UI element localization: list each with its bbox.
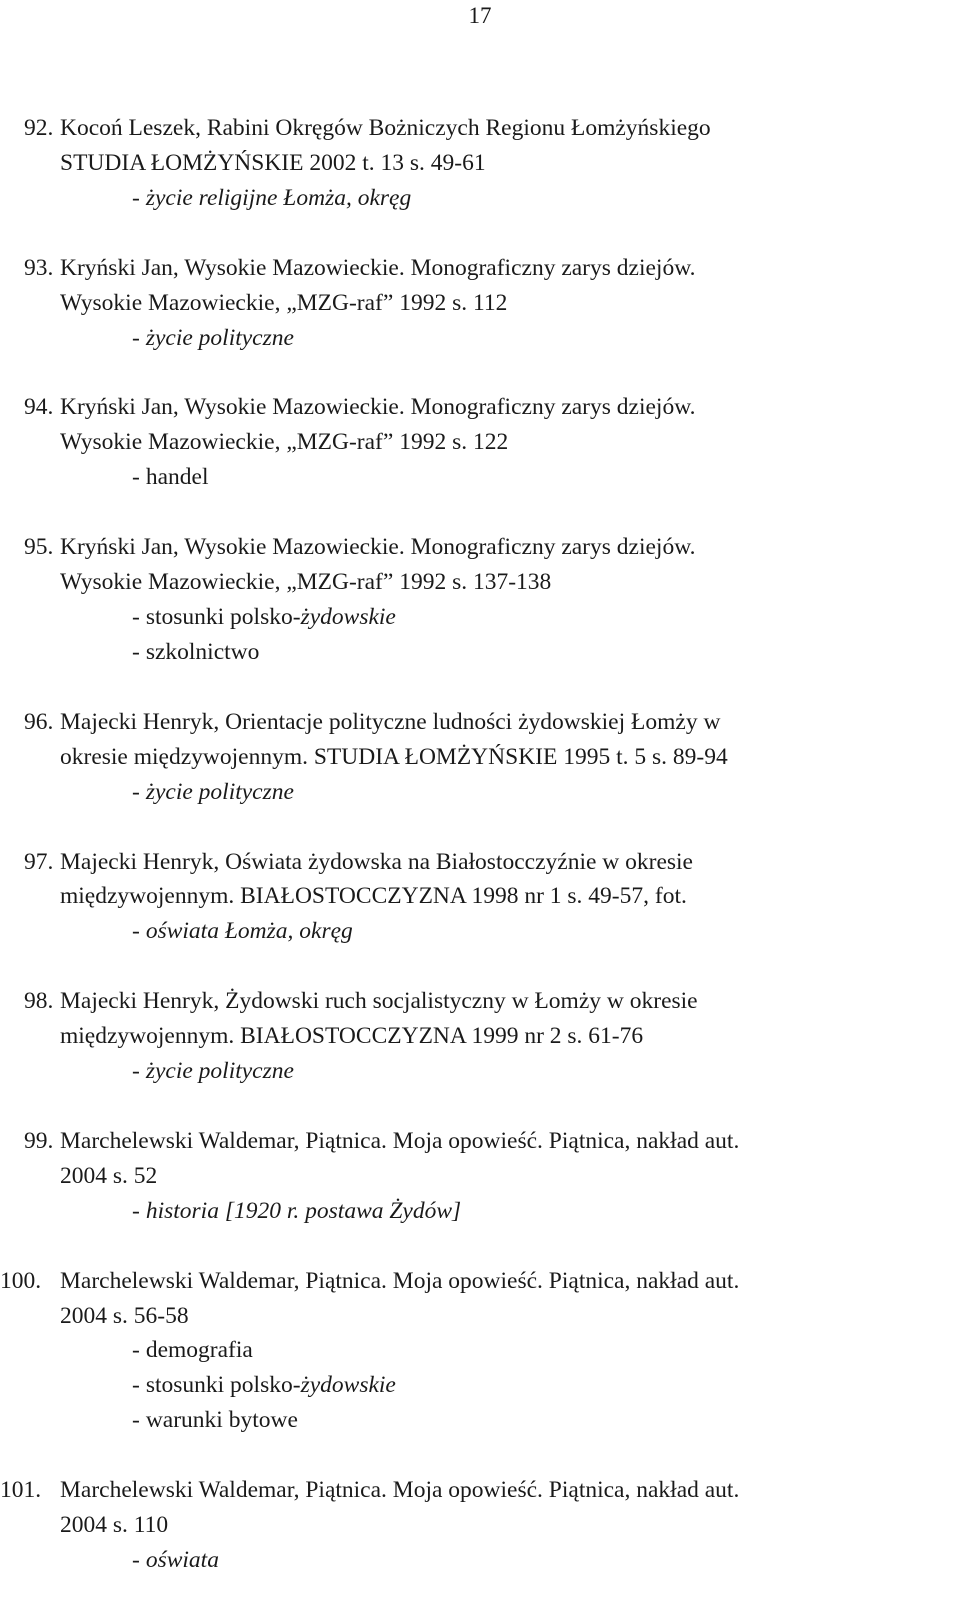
entry-keyword: - stosunki polsko-żydowskie	[132, 1372, 396, 1399]
bibliography-entry	[0, 705, 960, 810]
entry-text-line: Wysokie Mazowieckie, „MZG-raf” 1992 s. 112	[60, 289, 508, 316]
entry-text-line: Marchelewski Waldemar, Piątnica. Moja opowieść. Piątnica, nakład aut.	[60, 1477, 740, 1504]
bibliography-entry	[0, 1124, 960, 1229]
entry-keyword: - stosunki polsko-żydowskie	[132, 603, 396, 630]
entry-keyword: - życie polityczne	[132, 1058, 294, 1085]
entry-number: 99.	[24, 1127, 54, 1154]
entry-text-line: Majecki Henryk, Żydowski ruch socjalistyczny w Łomży w okresie	[60, 988, 698, 1015]
entry-number: 101.	[0, 1477, 42, 1504]
entry-keyword: - oświata	[132, 1547, 219, 1573]
entry-number: 98.	[24, 988, 54, 1015]
bibliography-entry	[0, 984, 960, 1089]
bibliography-entry	[0, 111, 960, 216]
entry-text-line: Wysokie Mazowieckie, „MZG-raf” 1992 s. 137-138	[60, 569, 552, 596]
entry-keyword: - życie polityczne	[132, 324, 294, 351]
entry-keyword: - oświata Łomża, okręg	[132, 918, 353, 945]
entry-text-line: Majecki Henryk, Orientacje polityczne ludności żydowskiej Łomży w	[60, 708, 721, 735]
entry-keyword: - historia [1920 r. postawa Żydów]	[132, 1197, 462, 1224]
entry-text-line: 2004 s. 110	[60, 1512, 169, 1539]
entry-text-line: Marchelewski Waldemar, Piątnica. Moja opowieść. Piątnica, nakład aut.	[60, 1127, 740, 1154]
bibliography-entry	[0, 251, 960, 356]
entry-text-line: Majecki Henryk, Oświata żydowska na Białostocczyźnie w okresie	[60, 848, 693, 875]
entry-keyword: - handel	[132, 464, 209, 491]
entry-number: 96.	[24, 708, 54, 735]
entry-keyword: - szkolnictwo	[132, 638, 260, 665]
bibliography-entry	[0, 390, 960, 495]
entry-text-line: okresie międzywojennym. STUDIA ŁOMŻYŃSKIE 1995 t. 5 s. 89-94	[60, 743, 728, 770]
entry-keyword: - demografia	[132, 1337, 253, 1364]
entry-text-line: 2004 s. 52	[60, 1162, 158, 1189]
bibliography-entry	[0, 1473, 960, 1578]
entry-number: 97.	[24, 848, 54, 875]
bibliography-entry	[0, 530, 960, 670]
entry-text-line: Kocoń Leszek, Rabini Okręgów Bożniczych Regionu Łomżyńskiego	[60, 115, 711, 141]
entry-text-line: STUDIA ŁOMŻYŃSKIE 2002 t. 13 s. 49-61	[60, 149, 486, 176]
bibliography-entry	[0, 1264, 960, 1439]
entry-text-line: Kryński Jan, Wysokie Mazowieckie. Monograficzny zarys dziejów.	[60, 254, 696, 281]
entry-number: 95.	[24, 534, 54, 561]
page-number: 17	[468, 3, 492, 28]
entry-text-line: Marchelewski Waldemar, Piątnica. Moja opowieść. Piątnica, nakład aut.	[60, 1267, 740, 1294]
entry-text-line: Kryński Jan, Wysokie Mazowieckie. Monograficzny zarys dziejów.	[60, 394, 696, 421]
bibliography-entry	[0, 845, 960, 950]
entry-number: 92.	[24, 115, 54, 141]
entry-text-line: międzywojennym. BIAŁOSTOCCZYZNA 1998 nr 1 s. 49-57, fot.	[60, 883, 687, 910]
entry-keyword: - warunki bytowe	[132, 1407, 298, 1434]
entry-text-line: 2004 s. 56-58	[60, 1302, 189, 1329]
bibliography-list	[0, 111, 960, 1613]
entry-number: 94.	[24, 394, 54, 421]
entry-text-line: Wysokie Mazowieckie, „MZG-raf” 1992 s. 122	[60, 429, 509, 456]
entry-number: 93.	[24, 254, 54, 281]
entry-keyword: - życie polityczne	[132, 778, 294, 805]
entry-keyword: - życie religijne Łomża, okręg	[132, 184, 412, 211]
entry-text-line: międzywojennym. BIAŁOSTOCCZYZNA 1999 nr 2 s. 61-76	[60, 1023, 644, 1050]
entry-text-line: Kryński Jan, Wysokie Mazowieckie. Monograficzny zarys dziejów.	[60, 534, 696, 561]
entry-number: 100.	[0, 1267, 42, 1294]
